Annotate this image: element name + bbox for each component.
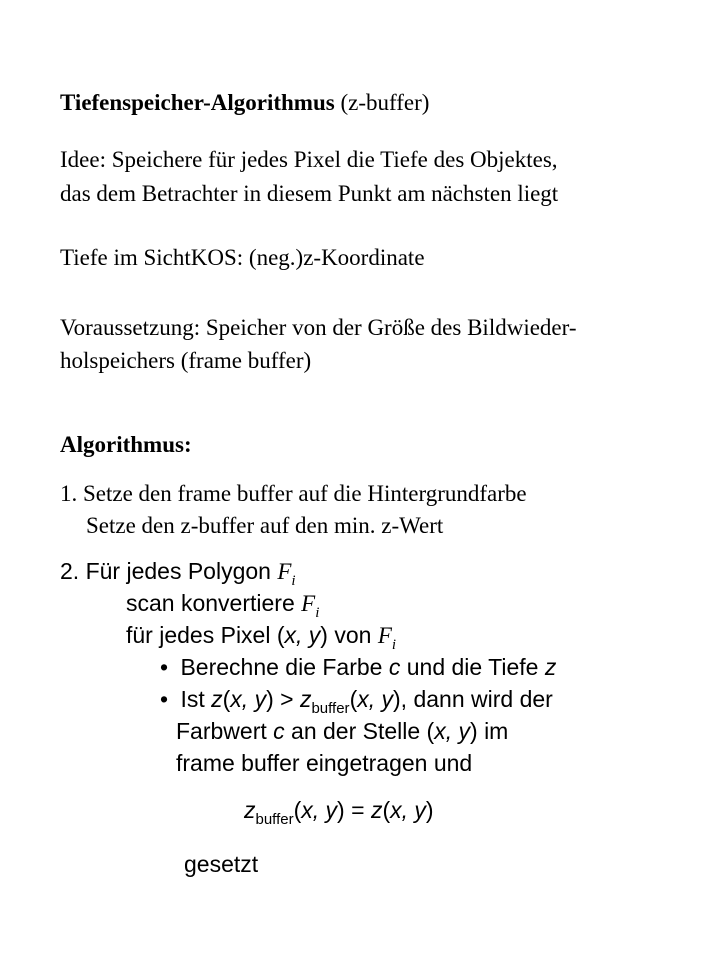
sym-i: i xyxy=(291,573,296,589)
title-rest: (z-buffer) xyxy=(340,90,430,115)
idea-line-1: Idee: Speichere für jedes Pixel die Tiefe des Objektes, xyxy=(60,147,558,172)
sym-xy: x, y xyxy=(390,797,426,823)
sym-gt: > xyxy=(280,686,294,712)
bullet2-text-a: Ist xyxy=(180,686,205,712)
title-bold: Tiefenspeicher-Algorithmus xyxy=(60,90,335,115)
gesetzt-line: gesetzt xyxy=(184,851,259,877)
pixel-xy: x, y xyxy=(284,622,321,648)
cont1-text-b: an der Stelle ( xyxy=(291,718,435,744)
sym-z: z xyxy=(244,797,256,823)
sym-i: i xyxy=(391,637,397,653)
pixel-text-b: ) von xyxy=(320,622,372,648)
algorithm-heading xyxy=(60,431,192,459)
sym-xy: x, y xyxy=(434,718,471,744)
heading-title xyxy=(60,89,429,117)
bullet2-cont-2: frame buffer eingetragen und xyxy=(176,750,473,776)
precondition-line-1: Voraussetzung: Speicher von der Größe des Bildwieder- xyxy=(60,315,577,340)
scan-text: scan konvertiere xyxy=(126,590,295,616)
step2-head xyxy=(60,557,296,589)
sym-f: F xyxy=(277,559,292,584)
step2-head-text: 2. Für jedes Polygon xyxy=(60,558,271,584)
bullet-1 xyxy=(160,653,556,681)
sym-buffer: buffer xyxy=(311,700,350,717)
step1-line-2: Setze den z-buffer auf den min. z-Wert xyxy=(86,513,444,538)
polygon-f xyxy=(277,559,296,589)
sym-i: i xyxy=(315,605,320,621)
idea-line-2: das dem Betrachter in diesem Punkt am nächsten liegt xyxy=(60,181,559,206)
cont1-text-c: ) im xyxy=(470,718,509,744)
scan-f xyxy=(301,591,320,621)
sym-eq: = xyxy=(351,797,365,823)
bullet-2: • Ist z(x, $y) > z_{buffer}(x$, y), dann wird der xyxy=(160,685,553,713)
sym-z: z xyxy=(544,654,557,680)
sym-buffer: buffer xyxy=(255,811,294,828)
sym-z: z xyxy=(211,686,223,712)
precondition-line-2: holspeichers (frame buffer) xyxy=(60,348,312,373)
assignment-formula: $z_{buffer}(x$, y) = z(x, y) xyxy=(244,797,434,828)
sym-z: z xyxy=(299,686,312,712)
bullet2-text-b: ), dann wird der xyxy=(393,686,553,712)
pixel-f xyxy=(377,623,397,653)
cont1-text-a: Farbwert xyxy=(176,718,267,744)
bullet2-cont-1 xyxy=(176,717,508,745)
sym-xy: x, y xyxy=(357,686,394,712)
algorithm-heading-text: Algorithmus: xyxy=(60,432,192,457)
step2-scan xyxy=(126,589,320,621)
sym-z: z xyxy=(370,797,383,823)
sym-f: F xyxy=(377,623,392,648)
sym-f: F xyxy=(301,591,316,616)
step2-pixel xyxy=(126,621,397,653)
sym-xy: x, y xyxy=(301,797,338,823)
step1-line-1: 1. Setze den frame buffer auf die Hintergrundfarbe xyxy=(60,481,527,506)
sym-c: c xyxy=(388,654,401,680)
pixel-text-a: für jedes Pixel ( xyxy=(126,622,285,648)
bullet1-text-b: und die Tiefe xyxy=(406,654,539,680)
sym-xy: x, y xyxy=(230,686,267,712)
bullet1-text-a: Berechne die Farbe xyxy=(180,654,383,680)
depth-line: Tiefe im SichtKOS: (neg.)z-Koordinate xyxy=(60,245,425,270)
sym-c: c xyxy=(273,718,285,744)
